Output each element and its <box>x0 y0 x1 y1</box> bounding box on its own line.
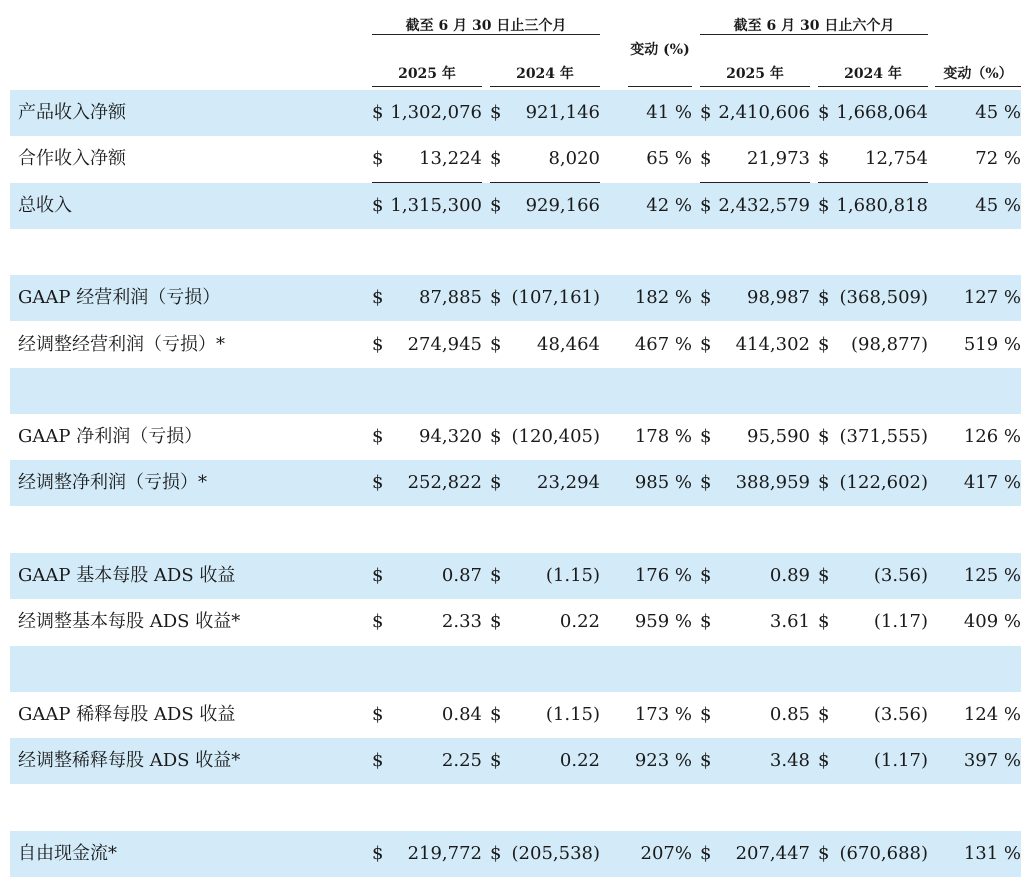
value-cell: (1.17) <box>873 750 928 772</box>
currency-symbol: $ <box>490 287 502 309</box>
currency-symbol: $ <box>700 102 712 123</box>
value-cell: 3.48 <box>769 750 810 772</box>
currency-symbol: $ <box>490 565 502 586</box>
value-cell: 98,987 <box>747 287 810 309</box>
currency-symbol: $ <box>818 750 830 772</box>
row-label: GAAP 经营利润（亏损） <box>18 287 221 309</box>
value-cell: (107,161) <box>511 287 600 309</box>
currency-symbol: $ <box>818 611 830 633</box>
value-cell: 0.87 <box>441 565 482 586</box>
currency-symbol: $ <box>490 842 502 864</box>
change-percent: 65 % <box>646 148 692 170</box>
change-percent: 519 % <box>963 333 1021 355</box>
row-label: 自由现金流* <box>18 842 117 864</box>
value-cell: 3.61 <box>769 611 810 633</box>
currency-symbol: $ <box>700 287 712 309</box>
currency-symbol: $ <box>490 750 502 772</box>
change-percent: 42 % <box>646 194 692 216</box>
value-cell: 2.33 <box>441 611 482 633</box>
currency-symbol: $ <box>700 472 712 494</box>
value-cell: 1,302,076 <box>390 102 482 123</box>
currency-symbol: $ <box>372 287 384 309</box>
change-percent: 45 % <box>975 102 1021 123</box>
value-cell: (3.56) <box>873 703 928 725</box>
table-row <box>10 553 1021 599</box>
value-cell: 2.25 <box>441 750 482 772</box>
currency-symbol: $ <box>490 611 502 633</box>
value-cell: 929,166 <box>525 194 600 216</box>
currency-symbol: $ <box>490 102 502 123</box>
currency-symbol: $ <box>818 842 830 864</box>
value-cell: 0.22 <box>559 750 600 772</box>
value-cell: 252,822 <box>407 472 482 494</box>
value-cell: (122,602) <box>839 472 928 494</box>
value-cell: 388,959 <box>735 472 810 494</box>
row-label: 产品收入净额 <box>18 102 126 123</box>
currency-symbol: $ <box>372 102 384 123</box>
value-cell: 0.89 <box>769 565 810 586</box>
col-2024-6m-rule <box>818 86 928 87</box>
value-cell: 8,020 <box>548 148 600 170</box>
table-row <box>10 599 1021 645</box>
value-cell: 207,447 <box>735 842 810 864</box>
currency-symbol: $ <box>372 842 384 864</box>
value-cell: (98,877) <box>850 333 928 355</box>
change-percent: 409 % <box>963 611 1021 633</box>
row-label: GAAP 基本每股 ADS 收益 <box>18 565 236 586</box>
value-cell: 921,146 <box>525 102 600 123</box>
table-row <box>10 322 1021 368</box>
value-cell: (1.17) <box>873 611 928 633</box>
currency-symbol: $ <box>700 426 712 448</box>
period-3m-rule <box>372 34 600 35</box>
spacer-row <box>10 368 1021 414</box>
table-row <box>10 183 1021 229</box>
value-cell: 0.84 <box>441 703 482 725</box>
currency-symbol: $ <box>490 148 502 170</box>
currency-symbol: $ <box>372 565 384 586</box>
change-percent: 207% <box>640 842 692 864</box>
change-percent: 127 % <box>963 287 1021 309</box>
change-percent: 124 % <box>963 703 1021 725</box>
value-cell: 0.22 <box>559 611 600 633</box>
year-2025-6m: 2025 年 <box>726 66 784 82</box>
period-6m-rule <box>700 34 928 35</box>
value-cell: 1,680,818 <box>836 194 928 216</box>
value-cell: 13,224 <box>419 148 482 170</box>
currency-symbol: $ <box>818 194 830 216</box>
currency-symbol: $ <box>700 333 712 355</box>
currency-symbol: $ <box>700 750 712 772</box>
change-percent: 126 % <box>963 426 1021 448</box>
row-label: 总收入 <box>18 194 72 216</box>
value-cell: 2,432,579 <box>718 194 810 216</box>
value-cell: (205,538) <box>511 842 600 864</box>
table-row <box>10 414 1021 460</box>
currency-symbol: $ <box>700 148 712 170</box>
table-row <box>10 738 1021 784</box>
change-percent: 125 % <box>963 565 1021 586</box>
table-row <box>10 831 1021 877</box>
change-percent: 176 % <box>634 565 692 586</box>
change-percent: 182 % <box>634 287 692 309</box>
col-change-3m-rule <box>628 86 692 87</box>
value-cell: (120,405) <box>511 426 600 448</box>
spacer-row <box>10 229 1021 275</box>
spacer-row <box>10 646 1021 692</box>
currency-symbol: $ <box>490 194 502 216</box>
value-cell: (368,509) <box>839 287 928 309</box>
value-cell: 414,302 <box>735 333 810 355</box>
currency-symbol: $ <box>372 703 384 725</box>
change-percent: 985 % <box>634 472 692 494</box>
value-cell: 23,294 <box>537 472 600 494</box>
col-change-6m-rule <box>935 86 1021 87</box>
currency-symbol: $ <box>700 611 712 633</box>
value-cell: 95,590 <box>747 426 810 448</box>
year-2024-6m: 2024 年 <box>844 66 902 82</box>
value-cell: 21,973 <box>747 148 810 170</box>
table-row <box>10 90 1021 136</box>
change-percent: 72 % <box>975 148 1021 170</box>
currency-symbol: $ <box>700 703 712 725</box>
currency-symbol: $ <box>818 148 830 170</box>
value-cell: 219,772 <box>407 842 482 864</box>
change-percent: 131 % <box>963 842 1021 864</box>
change-3m-label: 变动 (%) <box>630 42 690 58</box>
value-cell: (1.15) <box>545 703 600 725</box>
change-percent: 41 % <box>646 102 692 123</box>
value-cell: 2,410,606 <box>718 102 810 123</box>
currency-symbol: $ <box>818 703 830 725</box>
col-2025-6m-rule <box>700 86 810 87</box>
row-label: GAAP 稀释每股 ADS 收益 <box>18 703 236 725</box>
value-cell: 0.85 <box>769 703 810 725</box>
value-cell: 87,885 <box>419 287 482 309</box>
col-2024-3m-rule <box>490 86 600 87</box>
value-cell: (670,688) <box>839 842 928 864</box>
change-percent: 959 % <box>634 611 692 633</box>
row-label: 经调整经营利润（亏损）* <box>18 333 225 355</box>
period-3m-header: 截至 6 月 30 日止三个月 <box>405 18 567 34</box>
row-label: GAAP 净利润（亏损） <box>18 426 203 448</box>
spacer-row <box>10 507 1021 553</box>
currency-symbol: $ <box>700 194 712 216</box>
row-label: 经调整稀释每股 ADS 收益* <box>18 750 241 772</box>
value-cell: 48,464 <box>537 333 600 355</box>
change-percent: 397 % <box>963 750 1021 772</box>
year-2024-3m: 2024 年 <box>516 66 574 82</box>
currency-symbol: $ <box>490 333 502 355</box>
value-cell: 12,754 <box>865 148 928 170</box>
currency-symbol: $ <box>700 565 712 586</box>
currency-symbol: $ <box>818 472 830 494</box>
change-percent: 45 % <box>975 194 1021 216</box>
change-percent: 923 % <box>634 750 692 772</box>
value-cell: 1,315,300 <box>390 194 482 216</box>
change-3m-header <box>628 40 692 60</box>
year-2025-3m: 2025 年 <box>398 66 456 82</box>
table-row <box>10 692 1021 738</box>
change-percent: 467 % <box>634 333 692 355</box>
currency-symbol: $ <box>818 333 830 355</box>
value-cell: 274,945 <box>407 333 482 355</box>
change-6m-header: 变动（%） <box>943 66 1013 82</box>
value-cell: (3.56) <box>873 565 928 586</box>
currency-symbol: $ <box>372 426 384 448</box>
row-label: 合作收入净额 <box>18 148 126 170</box>
row-label: 经调整净利润（亏损）* <box>18 472 207 494</box>
currency-symbol: $ <box>818 287 830 309</box>
period-6m-header: 截至 6 月 30 日止六个月 <box>733 18 895 34</box>
currency-symbol: $ <box>372 472 384 494</box>
row-label: 经调整基本每股 ADS 收益* <box>18 611 241 633</box>
table-row <box>10 275 1021 321</box>
value-cell: (371,555) <box>839 426 928 448</box>
currency-symbol: $ <box>372 333 384 355</box>
change-percent: 417 % <box>963 472 1021 494</box>
value-cell: (1.15) <box>545 565 600 586</box>
currency-symbol: $ <box>490 703 502 725</box>
value-cell: 94,320 <box>419 426 482 448</box>
table-row <box>10 460 1021 506</box>
currency-symbol: $ <box>372 611 384 633</box>
currency-symbol: $ <box>490 472 502 494</box>
currency-symbol: $ <box>700 842 712 864</box>
table-row <box>10 136 1021 182</box>
currency-symbol: $ <box>372 148 384 170</box>
currency-symbol: $ <box>818 102 830 123</box>
currency-symbol: $ <box>490 426 502 448</box>
change-percent: 173 % <box>634 703 692 725</box>
currency-symbol: $ <box>818 426 830 448</box>
col-2025-3m-rule <box>372 86 482 87</box>
currency-symbol: $ <box>372 194 384 216</box>
value-cell: 1,668,064 <box>836 102 928 123</box>
spacer-row <box>10 785 1021 831</box>
change-percent: 178 % <box>634 426 692 448</box>
currency-symbol: $ <box>372 750 384 772</box>
currency-symbol: $ <box>818 565 830 586</box>
